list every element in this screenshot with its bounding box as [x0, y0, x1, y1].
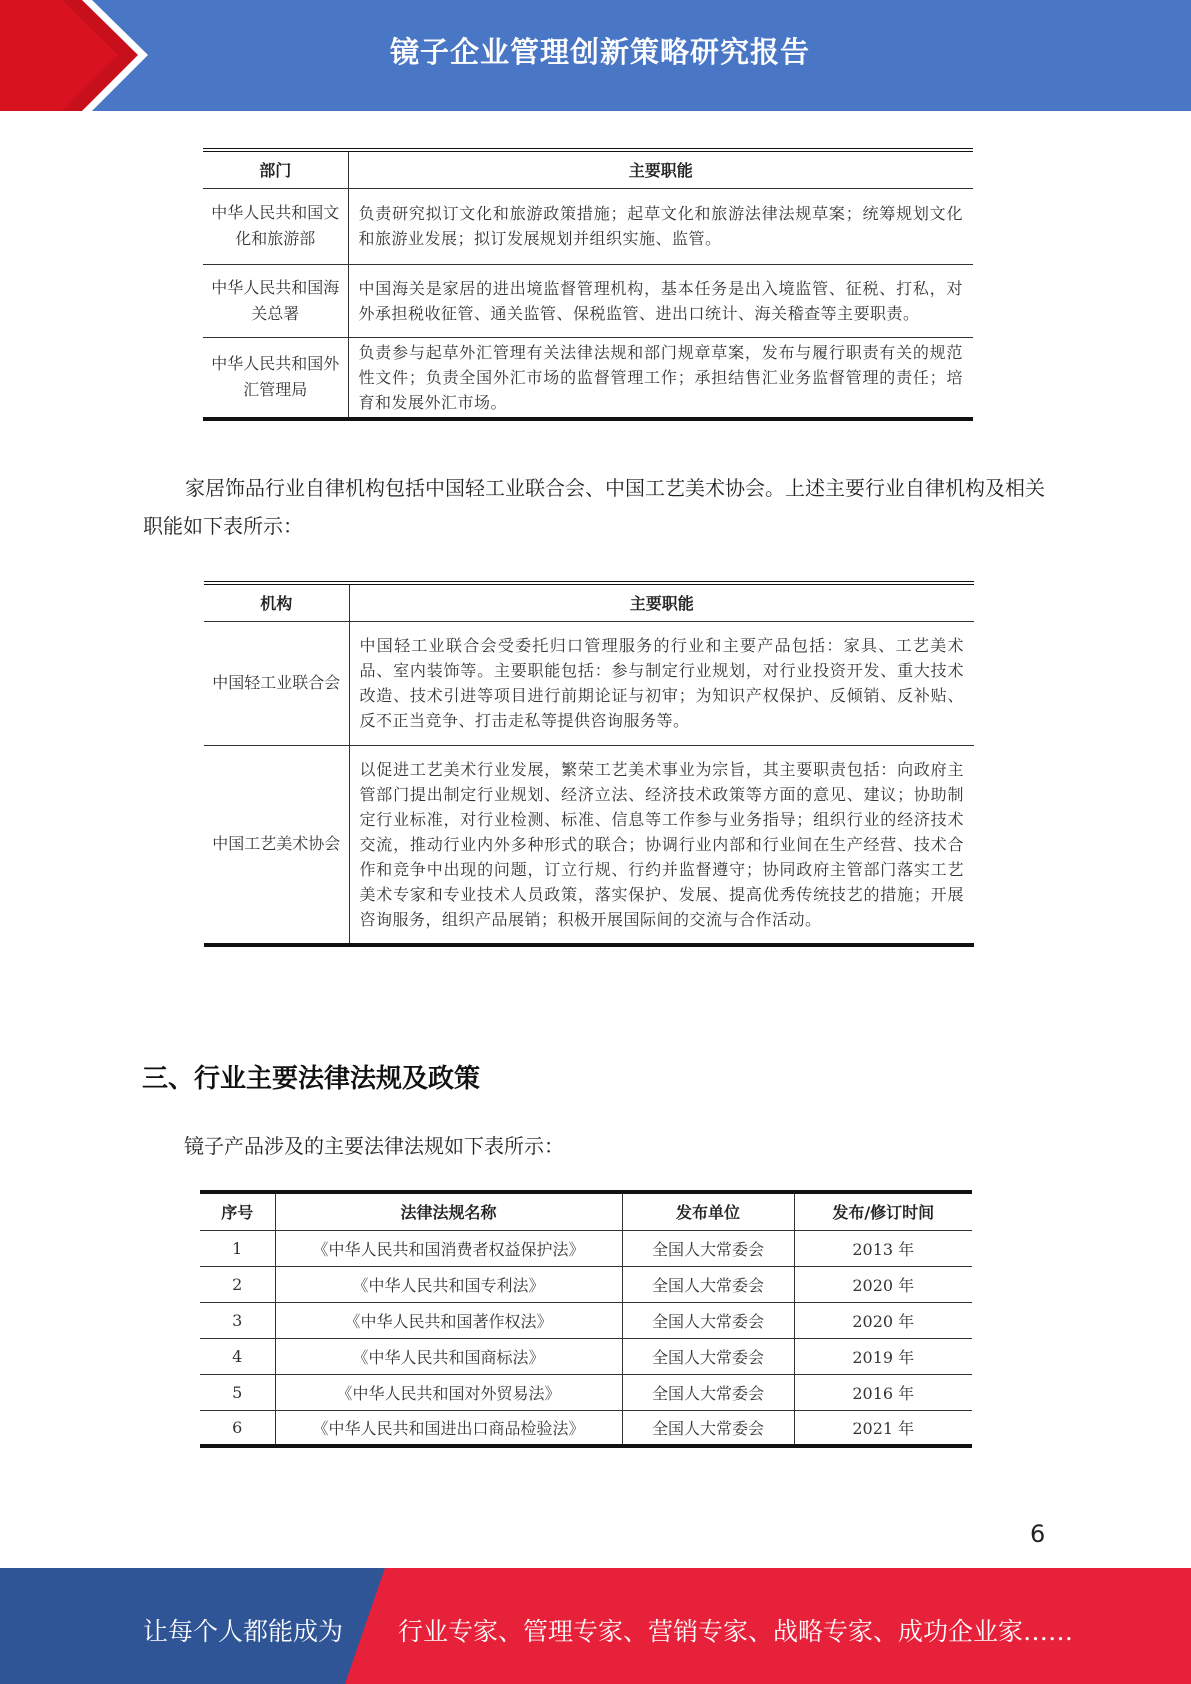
page-header	[0, 0, 1191, 111]
table-row	[203, 337, 973, 419]
table-cell-date: 2013 年	[794, 1230, 972, 1266]
table-cell-number: 5	[200, 1374, 275, 1410]
table-cell-number: 2	[200, 1266, 275, 1302]
table-cell-publisher: 全国人大常委会	[622, 1302, 794, 1338]
table-header-row	[204, 583, 974, 621]
table-row	[200, 1374, 972, 1410]
section-heading: 三、行业主要法律法规及政策	[142, 1064, 481, 1094]
table-row	[204, 621, 974, 745]
table-row	[203, 188, 973, 264]
table-cell-law-name: 《中华人民共和国消费者权益保护法》	[275, 1230, 622, 1266]
table-row	[200, 1410, 972, 1446]
table-cell-law-name: 《中华人民共和国专利法》	[275, 1266, 622, 1302]
column-header: 发布/修订时间	[794, 1192, 972, 1230]
table-row	[200, 1338, 972, 1374]
table-row	[200, 1230, 972, 1266]
table-cell-number: 6	[200, 1410, 275, 1446]
table-cell-publisher: 全国人大常委会	[622, 1230, 794, 1266]
table-cell-publisher: 全国人大常委会	[622, 1266, 794, 1302]
table-cell-law-name: 《中华人民共和国对外贸易法》	[275, 1374, 622, 1410]
table-cell-date: 2020 年	[794, 1302, 972, 1338]
table-cell-number: 1	[200, 1230, 275, 1266]
table-cell-date: 2021 年	[852, 1418, 915, 1438]
table-cell-date: 2019 年	[794, 1338, 972, 1374]
table-cell-law-name: 《中华人民共和国进出口商品检验法》	[275, 1410, 622, 1446]
industry-associations-table	[204, 581, 974, 947]
column-header: 部门	[203, 150, 348, 188]
column-header: 主要职能	[348, 150, 973, 188]
column-header: 发布单位	[622, 1192, 794, 1230]
table-cell-function: 中国海关是家居的进出境监督管理机构，基本任务是出入境监管、征税、打私，对外承担税收征管、通关监管、保税监管、进出口统计、海关稽查等主要职责。	[348, 264, 973, 337]
column-header: 机构	[204, 583, 349, 621]
report-title: 镜子企业管理创新策略研究报告	[389, 35, 810, 69]
table-row	[204, 745, 974, 945]
table-cell-department: 中华人民共和国文化和旅游部	[203, 188, 348, 264]
table-cell-date: 2020 年	[794, 1266, 972, 1302]
regulatory-departments-table	[203, 148, 973, 421]
table-cell-number: 3	[200, 1302, 275, 1338]
table-cell-law-name: 《中华人民共和国著作权法》	[275, 1302, 622, 1338]
table-cell-date: 2016 年	[794, 1374, 972, 1410]
table-cell-publisher: 全国人大常委会	[622, 1338, 794, 1374]
table-cell-department: 中华人民共和国海关总署	[203, 264, 348, 337]
table-cell-publisher: 全国人大常委会	[622, 1410, 794, 1446]
table-cell-function: 以促进工艺美术行业发展，繁荣工艺美术事业为宗旨，其主要职责包括：向政府主管部门提出制定行业规划、经济立法、经济技术政策等方面的意见、建议；协助制定行业标准，对行业检测、标准、信息等工作参与业务指导；组织行业的经济技术交流，推动行业内外多种形式的联合；协调行业内部和行业间在生产经营、技术合作和竞争中出现的问题，订立行规、行约并监督遵守；协同政府主管部门落实工艺美术专家和专业技术人员政策，落实保护、发展、提高优秀传统技艺的措施；开展咨询服务，组织产品展销；积极开展国际间的交流与合作活动。	[359, 759, 964, 929]
intro-text: 镜子产品涉及的主要法律法规如下表所示：	[184, 1134, 564, 1158]
page-number: 6	[1030, 1520, 1046, 1548]
column-header: 法律法规名称	[275, 1192, 622, 1230]
table-cell-function: 负责研究拟订文化和旅游政策措施；起草文化和旅游法律法规草案；统筹规划文化和旅游业发展；拟订发展规划并组织实施、监管。	[348, 188, 973, 264]
table-cell-law-name: 《中华人民共和国商标法》	[275, 1338, 622, 1374]
table-cell-organization: 中国工艺美术协会	[204, 745, 349, 945]
table-cell-number: 4	[200, 1338, 275, 1374]
column-header: 主要职能	[349, 583, 974, 621]
table-row	[200, 1266, 972, 1302]
footer-slogan-right: 行业专家、管理专家、营销专家、战略专家、成功企业家……	[398, 1617, 1074, 1646]
table-header-row	[203, 150, 973, 188]
table-cell-department: 中华人民共和国外汇管理局	[203, 337, 348, 419]
body-paragraph: 家居饰品行业自律机构包括中国轻工业联合会、中国工艺美术协会。上述主要行业自律机构及相关职能如下表所示：	[143, 476, 1045, 538]
table-row	[200, 1302, 972, 1338]
table-header-row	[200, 1192, 972, 1230]
table-row	[203, 264, 973, 337]
column-header: 序号	[200, 1192, 275, 1230]
table-cell-function: 负责参与起草外汇管理有关法律法规和部门规章草案，发布与履行职责有关的规范性文件；负责全国外汇市场的监督管理工作；承担结售汇业务监督管理的责任；培育和发展外汇市场。	[358, 342, 963, 412]
laws-regulations-table	[200, 1190, 972, 1448]
footer-slogan-left: 让每个人都能成为	[143, 1617, 344, 1646]
table-cell-organization: 中国轻工业联合会	[204, 621, 349, 745]
table-cell-function: 中国轻工业联合会受委托归口管理服务的行业和主要产品包括：家具、工艺美术品、室内装饰等。主要职能包括：参与制定行业规划，对行业投资开发、重大技术改造、技术引进等项目进行前期论证与初审；为知识产权保护、反倾销、反补贴、反不正当竞争、打击走私等提供咨询服务等。	[349, 621, 974, 745]
table-cell-publisher: 全国人大常委会	[622, 1374, 794, 1410]
